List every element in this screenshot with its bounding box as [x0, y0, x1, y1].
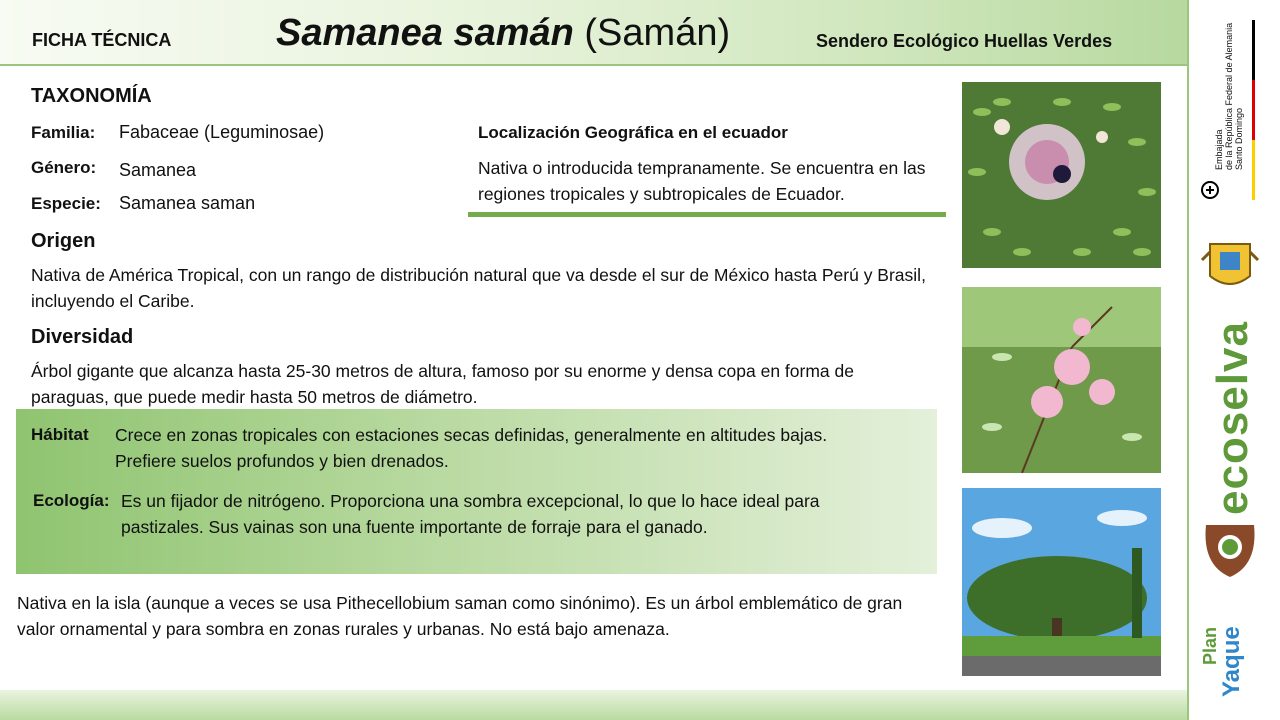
habitat-line-2: Prefiere suelos profundos y bien drenados.	[115, 451, 449, 471]
sheet-type-label: FICHA TÉCNICA	[32, 30, 172, 50]
ecology-line-2: pastizales. Sus vainas son una fuente importante de forraje para el ganado.	[121, 517, 708, 537]
embassy-line-1: Embajada	[1214, 129, 1224, 170]
ecology-label: Ecología:	[33, 491, 110, 510]
plan-yaque-logo	[1198, 605, 1262, 705]
flower-leaves-photo	[962, 82, 1161, 268]
coat-of-arms-logo	[1200, 240, 1260, 292]
diversity-heading: Diversidad	[31, 326, 134, 348]
scientific-name: Samanea samán	[276, 12, 574, 54]
embassy-line-3: Santo Domingo	[1234, 107, 1244, 170]
german-embassy-logo	[1200, 20, 1260, 210]
genero-label: Género:	[31, 158, 97, 177]
familia-value: Fabaceae (Leguminosae)	[119, 122, 325, 142]
ecoselva-logo	[1198, 321, 1262, 580]
familia-label: Familia:	[31, 123, 96, 142]
origin-text: Nativa de América Tropical, con un rango de distribución natural que va desde el sur de México hasta Perú y Brasil, incluyendo el Caribe.	[31, 265, 926, 311]
genero-value: Samanea	[119, 160, 197, 180]
page-title	[276, 12, 730, 55]
location-heading: Localización Geográfica en el ecuador	[478, 123, 788, 142]
saman-tree-photo	[962, 488, 1161, 676]
especie-label: Especie:	[31, 194, 101, 213]
origin-heading: Origen	[31, 230, 96, 252]
habitat-line-1: Crece en zonas tropicales con estaciones secas definidas, generalmente en altitudes bajas.	[115, 425, 828, 445]
diversity-text: Árbol gigante que alcanza hasta 25-30 metros de altura, famoso por su enorme y densa copa en forma de paraguas, que puede medir hasta 50 metros de diámetro.	[31, 361, 854, 407]
footer-bar	[0, 690, 1187, 720]
habitat-label: Hábitat	[31, 425, 89, 444]
trail-name-label: Sendero Ecológico Huellas Verdes	[816, 31, 1113, 51]
embassy-line-2: de la República Federal de Alemania	[1224, 22, 1234, 170]
ecology-line-1: Es un fijador de nitrógeno. Proporciona una sombra excepcional, lo que lo hace ideal para	[121, 491, 820, 511]
plan-yaque-text-1: Plan	[1200, 626, 1220, 665]
common-name: (Samán)	[584, 12, 731, 54]
pink-flowers-photo	[962, 287, 1161, 473]
plan-yaque-text-2: Yaque	[1218, 626, 1245, 697]
ecoselva-wordmark: ecoselva	[1208, 321, 1257, 515]
location-text: Nativa o introducida tempranamente. Se encuentra en las regiones tropicales y subtropicales de Ecuador.	[478, 158, 926, 204]
notes-text: Nativa en la isla (aunque a veces se usa Pithecellobium saman como sinónimo). Es un árbol emblemático de gran valor ornamental y para sombra en zonas rurales y urbanas. No está bajo amenaza.	[17, 593, 903, 639]
location-underline	[468, 212, 946, 217]
taxonomy-heading: TAXONOMÍA	[31, 85, 152, 107]
especie-value: Samanea saman	[119, 193, 256, 213]
